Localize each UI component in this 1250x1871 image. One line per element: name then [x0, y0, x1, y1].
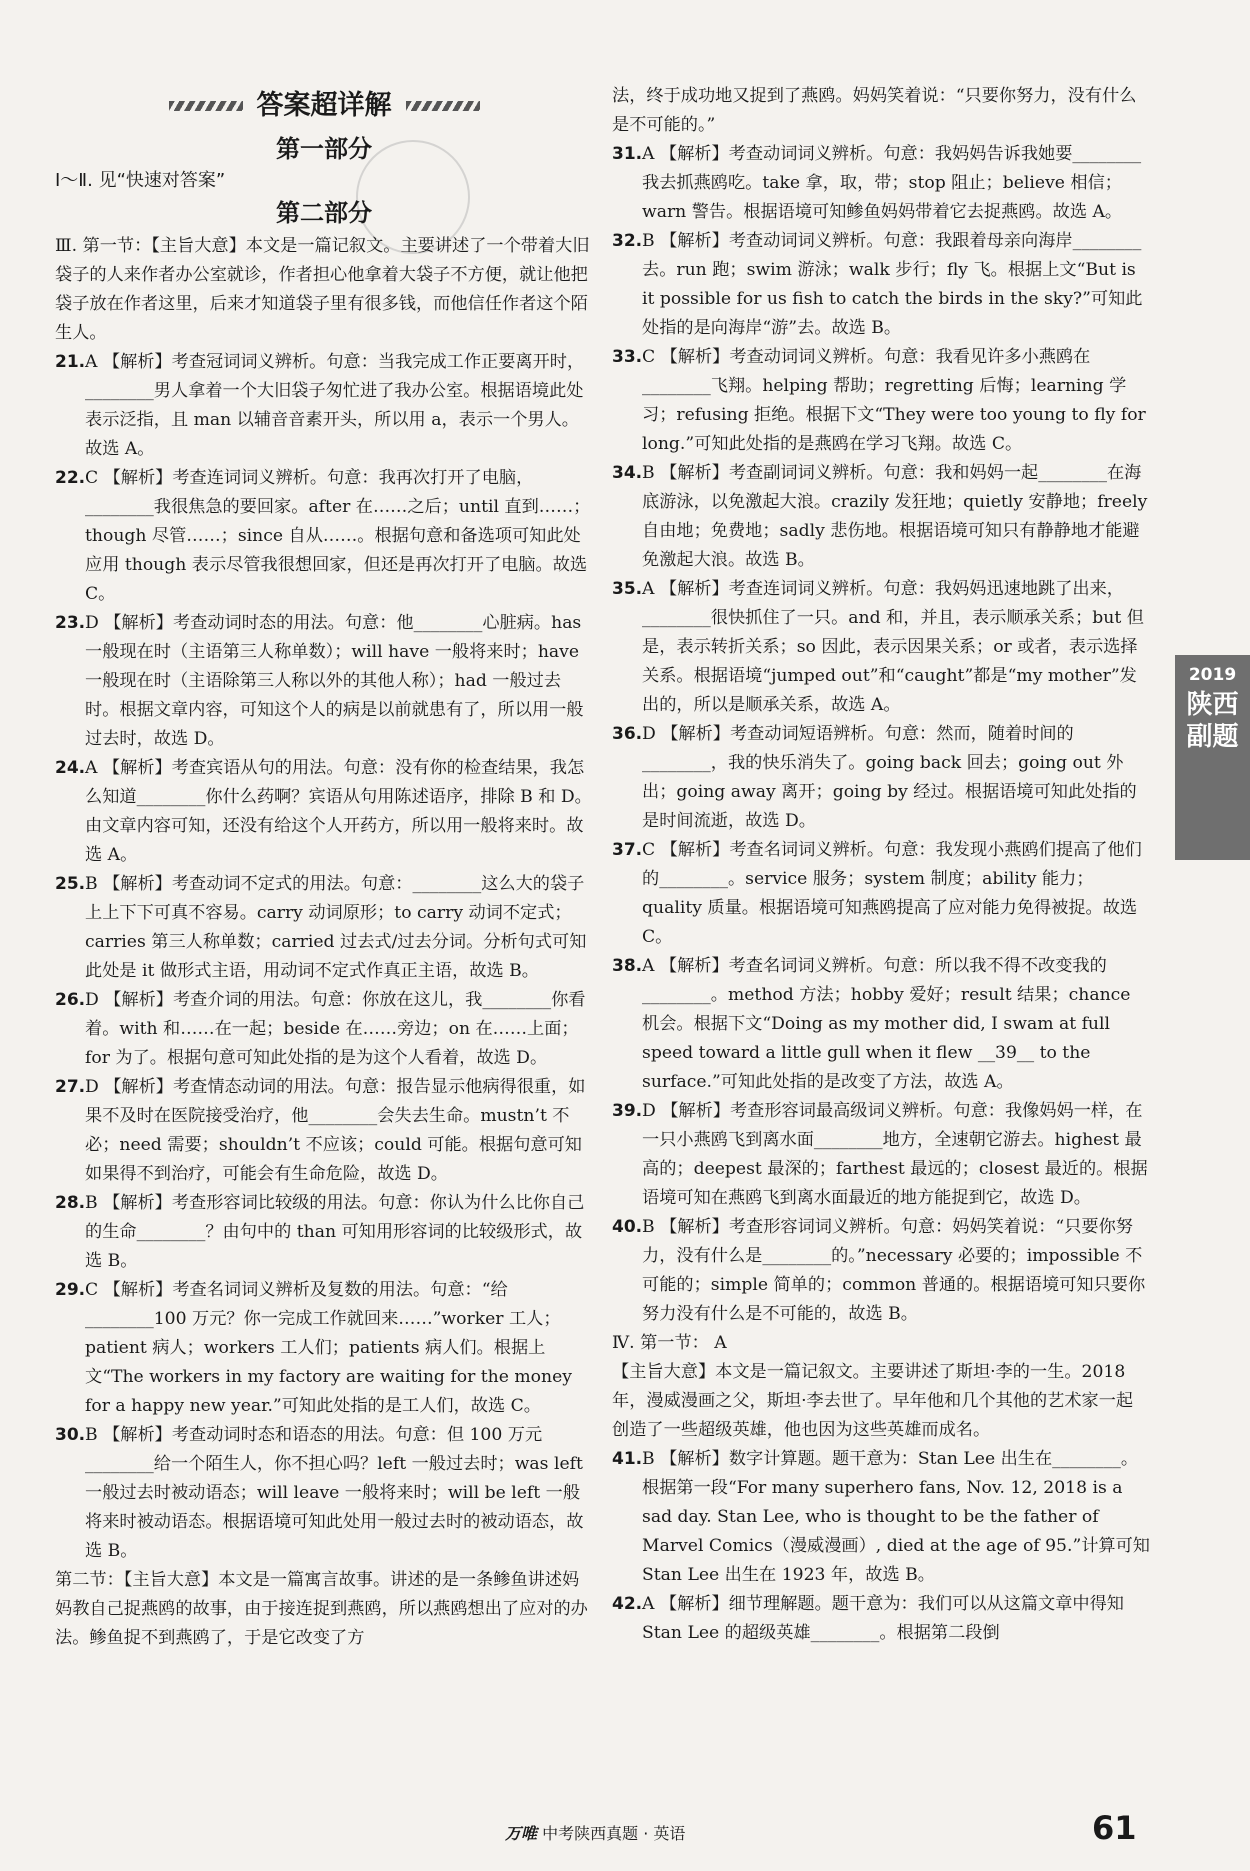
- question-number: 42.: [612, 1594, 643, 1614]
- answer-text: C 【解析】考查名词词义辨析。句意：我发现小燕鸥们提高了他们的________。service 服务；system 制度；ability 能力；quality 质量。根据语境可知燕鸥提高了应对能力免得被捉。故选 C。: [642, 840, 1142, 947]
- answer-text: Ⅳ. 第一节： A: [612, 1333, 727, 1353]
- question-number: 38.: [612, 956, 643, 976]
- answer-text: C 【解析】考查动词词义辨析。句意：我看见许多小燕鸥在________飞翔。helping 帮助；regretting 后悔；learning 学习；refusing 拒绝。根据下文“They were too young to fly for long.”可知此处指的是燕鸥在学习飞翔。故选 C。: [642, 347, 1146, 454]
- page-number: 61: [1092, 1809, 1137, 1847]
- answer-item: [55, 1073, 593, 1189]
- answer-text: 第二节：【主旨大意】本文是一篇寓言故事。讲述的是一条鲹鱼讲述妈妈教自己捉燕鸥的故事，由于接连捉到燕鸥，所以燕鸥想出了应对的办法。鲹鱼捉不到燕鸥了，于是它改变了方: [55, 1570, 588, 1648]
- question-number: 37.: [612, 840, 643, 860]
- answer-item: [55, 348, 593, 464]
- left-answers: [55, 232, 593, 1653]
- summary-paragraph: [612, 1329, 1150, 1358]
- question-number: 32.: [612, 231, 643, 251]
- answer-text: 【主旨大意】本文是一篇记叙文。主要讲述了斯坦·李的一生。2018 年，漫威漫画之父，斯坦·李去世了。早年他和几个其他的艺术家一起创造了一些超级英雄，他也因为这些英雄而成名。: [612, 1362, 1134, 1440]
- answer-item: [612, 1590, 1150, 1648]
- hatch-decoration: [406, 101, 480, 111]
- question-number: 21.: [55, 352, 86, 372]
- answer-text: C 【解析】考查连词词义辨析。句意：我再次打开了电脑，________我很焦急的要回家。after 在……之后；until 直到……；though 尽管……；since 自从……。根据句意和备选项可知此处应用 though 表示尽管我很想回家，但还是再次打开了电脑。故选 C。: [85, 468, 591, 604]
- answer-text: B 【解析】考查形容词词义辨析。句意：妈妈笑着说：“只要你努力，没有什么是________的。”necessary 必要的；impossible 不可能的；simple 简单的；common 普通的。根据语境可知只要你努力没有什么是不可能的，故选 B。: [642, 1217, 1146, 1324]
- answer-text: A 【解析】细节理解题。题干意为：我们可以从这篇文章中得知 Stan Lee 的超级英雄________。根据第二段倒: [642, 1594, 1124, 1643]
- question-number: 27.: [55, 1077, 86, 1097]
- answer-text: B 【解析】数字计算题。题干意为：Stan Lee 出生在________。根据第一段“For many superhero fans, Nov. 12, 2018 is a sad day. Stan Lee, who is thought to be the father of Marvel Comics（漫威漫画）, died at the age of 95.”计算可知 Stan Lee 出生在 1923 年，故选 B。: [642, 1449, 1150, 1585]
- answer-text: D 【解析】考查形容词最高级词义辨析。句意：我像妈妈一样，在一只小燕鸥飞到离水面________地方，全速朝它游去。highest 最高的；deepest 最深的；farthest 最远的；closest 最近的。根据语境可知在燕鸥飞到离水面最近的地方能捉到它，故选 D。: [642, 1101, 1148, 1208]
- summary-paragraph: [55, 232, 593, 348]
- question-number: 33.: [612, 347, 643, 367]
- question-number: 29.: [55, 1280, 86, 1300]
- question-number: 22.: [55, 468, 86, 488]
- answer-item: [612, 1213, 1150, 1329]
- question-number: 40.: [612, 1217, 643, 1237]
- part2-title: 第二部分: [276, 199, 372, 227]
- left-column: [55, 86, 593, 1653]
- question-number: 25.: [55, 874, 86, 894]
- answer-item: [55, 609, 593, 754]
- question-number: 31.: [612, 144, 643, 164]
- question-number: 36.: [612, 724, 643, 744]
- footer: [0, 1809, 1250, 1849]
- answer-item: [612, 575, 1150, 720]
- answer-text: C 【解析】考查名词词义辨析及复数的用法。句意：“给________100 万元？你一完成工作就回来……”worker 工人；patient 病人；workers 工人们；patients 病人们。根据上文“The workers in my factory are waiting for the money for a happy new year.”可知此处指的是工人们，故选 C。: [85, 1280, 572, 1416]
- answer-text: D 【解析】考查介词的用法。句意：你放在这儿，我________你看着。with 和……在一起；beside 在……旁边；on 在……上面；for 为了。根据句意可知此处指的是为这个人看着，故选 D。: [85, 990, 586, 1068]
- quick-answer-note: Ⅰ～Ⅱ. 见“快速对答案”: [55, 170, 226, 191]
- answer-item: [612, 227, 1150, 343]
- question-number: 41.: [612, 1449, 643, 1469]
- answer-text: Ⅲ. 第一节：【主旨大意】本文是一篇记叙文。主要讲述了一个带着大旧袋子的人来作者办公室就诊，作者担心他拿着大袋子不方便，就让他把袋子放在作者这里，后来才知道袋子里有很多钱，而他信任作者这个陌生人。: [55, 236, 590, 343]
- answer-item: [55, 986, 593, 1073]
- answer-text: A 【解析】考查名词词义辨析。句意：所以我不得不改变我的________。method 方法；hobby 爱好；result 结果；chance 机会。根据下文“Doing as my mother did, I swam at full speed toward a little gull when it flew __39__ to the surface.”可知此处指的是改变了方法，故选 A。: [642, 956, 1131, 1092]
- answer-text: B 【解析】考查动词不定式的用法。句意：________这么大的袋子上上下下可真不容易。carry 动词原形；to carry 动词不定式；carries 第三人称单数；carried 过去式/过去分词。分析句式可知此处是 it 做形式主语，用动词不定式作真正主语，故选 B。: [85, 874, 587, 981]
- answer-item: [612, 836, 1150, 952]
- answer-item: [612, 952, 1150, 1097]
- answer-text: A 【解析】考查动词词义辨析。句意：我妈妈告诉我她要________我去抓燕鸥吃。take 拿，取，带；stop 阻止；believe 相信；warn 警告。根据语境可知鲹鱼妈妈带着它去捉燕鸥。故选 A。: [642, 144, 1142, 222]
- answer-text: D 【解析】考查动词时态的用法。句意：他________心脏病。has 一般现在时（主语第三人称单数）；will have 一般将来时；have 一般现在时（主语除第三人称以外的其他人称）；had 一般过去时。根据文章内容，可知这个人的病是以前就患有了，所以用一般过去时，故选 D。: [85, 613, 584, 749]
- answer-item: [612, 343, 1150, 459]
- hatch-decoration: [169, 101, 243, 111]
- summary-paragraph: [612, 1358, 1150, 1445]
- answer-text: A 【解析】考查宾语从句的用法。句意：没有你的检查结果，我怎么知道________你什么药啊？宾语从句用陈述语序，排除 B 和 D。由文章内容可知，还没有给这个人开药方，所以用一般将来时。故选 A。: [85, 758, 592, 865]
- footer-caption: [505, 1821, 685, 1844]
- answer-text: B 【解析】考查副词词义辨析。句意：我和妈妈一起________在海底游泳，以免激起大浪。crazily 发狂地；quietly 安静地；freely 自由地；免费地；sadly 悲伤地。根据语境可知只有静静地才能避免激起大浪。故选 B。: [642, 463, 1148, 570]
- question-number: 28.: [55, 1193, 86, 1213]
- answer-item: [55, 754, 593, 870]
- tab-label: 陕西副题: [1186, 690, 1239, 752]
- answer-item: [612, 1097, 1150, 1213]
- answer-item: [55, 1276, 593, 1421]
- question-number: 34.: [612, 463, 643, 483]
- answer-item: [612, 140, 1150, 227]
- answer-text: B 【解析】考查动词时态和语态的用法。句意：但 100 万元________给一个陌生人，你不担心吗？left 一般过去时；was left 一般过去时被动语态；will leave 一般将来时；will be left 一般将来时被动语态。根据语境可知此处用一般过去时的被动语态，故选 B。: [85, 1425, 584, 1561]
- question-number: 24.: [55, 758, 86, 778]
- answer-text: D 【解析】考查动词短语辨析。句意：然而，随着时间的________，我的快乐消失了。going back 回去；going out 外出；going away 离开；going by 经过。根据语境可知此处指的是时间流逝，故选 D。: [642, 724, 1137, 831]
- part1-title: 第一部分: [276, 135, 372, 163]
- tab-year: 2019: [1188, 665, 1237, 685]
- question-number: 23.: [55, 613, 86, 633]
- answer-text: 法，终于成功地又捉到了燕鸥。妈妈笑着说：“只要你努力，没有什么是不可能的。”: [612, 86, 1137, 135]
- question-number: 30.: [55, 1425, 86, 1445]
- question-number: 39.: [612, 1101, 643, 1121]
- answer-text: B 【解析】考查形容词比较级的用法。句意：你认为什么比你自己的生命________？由句中的 than 可知用形容词的比较级形式，故选 B。: [85, 1193, 585, 1271]
- brand-logo: 万唯: [505, 1824, 538, 1843]
- side-tab: [1175, 655, 1250, 860]
- answer-item: [55, 1421, 593, 1566]
- question-number: 35.: [612, 579, 643, 599]
- answer-text: D 【解析】考查情态动词的用法。句意：报告显示他病得很重，如果不及时在医院接受治疗，他________会失去生命。mustn’t 不必；need 需要；shouldn’t 不应该；could 可能。根据句意可知如果得不到治疗，可能会有生命危险，故选 D。: [85, 1077, 586, 1184]
- answer-item: [55, 464, 593, 609]
- answer-item: [612, 720, 1150, 836]
- answer-text: A 【解析】考查冠词词义辨析。句意：当我完成工作正要离开时，________男人拿着一个大旧袋子匆忙进了我办公室。根据语境此处表示泛指，且 man 以辅音音素开头，所以用 a，表示一个男人。故选 A。: [85, 352, 585, 459]
- answer-item: [612, 1445, 1150, 1590]
- answer-item: [612, 459, 1150, 575]
- right-answers: [612, 82, 1150, 1648]
- section-header: [55, 86, 593, 126]
- footer-title: 中考陕西真题 · 英语: [542, 1824, 686, 1843]
- question-number: 26.: [55, 990, 86, 1010]
- summary-paragraph: [612, 82, 1150, 140]
- answer-item: [55, 870, 593, 986]
- answer-text: A 【解析】考查连词词义辨析。句意：我妈妈迅速地跳了出来，________很快抓住了一只。and 和，并且，表示顺承关系；but 但是，表示转折关系；so 因此，表示因果关系；or 或者，表示选择关系。根据语境“jumped out”和“caught”都是“my mother”发出的，所以是顺承关系，故选 A。: [642, 579, 1144, 715]
- answer-item: [55, 1189, 593, 1276]
- answer-text: B 【解析】考查动词词义辨析。句意：我跟着母亲向海岸________去。run 跑；swim 游泳；walk 步行；fly 飞。根据上文“But is it possible for us fish to catch the birds in the sky?”可知此处指的是向海岸“游”去。故选 B。: [642, 231, 1143, 338]
- right-column: [612, 82, 1150, 1648]
- page-title: 答案超详解: [256, 90, 392, 121]
- summary-paragraph: [55, 1566, 593, 1653]
